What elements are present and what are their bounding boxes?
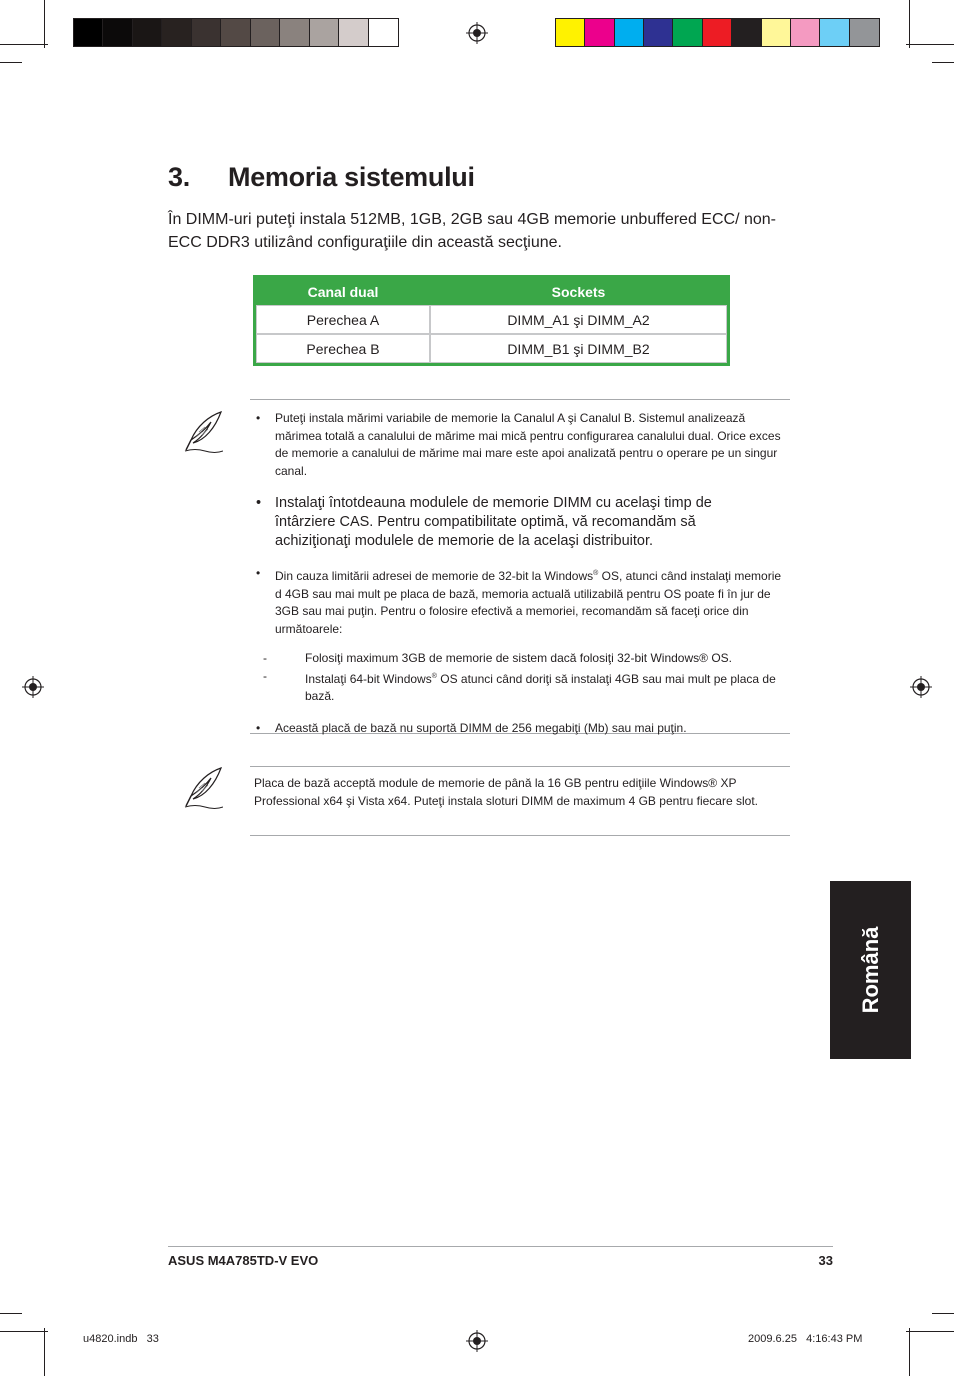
slug-file: u4820.indb 33 (83, 1333, 159, 1345)
color-swatch (585, 19, 614, 46)
table-row (256, 305, 727, 334)
registration-mark-icon (22, 676, 44, 698)
table-cell: DIMM_B1 şi DIMM_B2 (430, 334, 727, 363)
bullet: • (256, 720, 261, 735)
column-header: Sockets (430, 278, 727, 305)
footer-product-name: ASUS M4A785TD-V EVO (168, 1253, 319, 1268)
registration-mark-icon (466, 1330, 488, 1352)
language-label: Română (857, 926, 883, 1014)
bullet: • (256, 566, 261, 580)
dash: - (263, 668, 267, 683)
note-text: Din cauza limitării adresei de memorie de 32-bit la Windows (275, 569, 594, 583)
slug-timestamp: 2009.6.25 4:16:43 PM (748, 1333, 863, 1345)
note-text: OS atunci când doriţi să instalaţi 4GB sau mai mult pe placa de bază. (305, 671, 776, 703)
feather-pen-icon (183, 766, 223, 810)
table-header-row (256, 278, 727, 305)
color-swatch (133, 19, 162, 46)
bullet: • (256, 411, 261, 425)
page-number: 33 (818, 1253, 833, 1268)
table-cell: Perechea A (256, 305, 430, 334)
note-text: Instalaţi 64-bit Windows (305, 671, 432, 686)
note-text: Folosiţi maximum 3GB de memorie de sistem dacă folosiţi 32-bit Windows® OS. (305, 651, 732, 665)
color-swatch (791, 19, 820, 46)
dual-channel-table (253, 275, 730, 366)
intro-paragraph: În DIMM-uri puteţi instala 512MB, 1GB, 2GB sau 4GB memorie unbuffered ECC/ non-ECC DDR3 utilizând configuraţiile din această secţiune. (168, 211, 776, 251)
feather-pen-icon (183, 410, 223, 454)
color-swatch (615, 19, 644, 46)
color-swatch (162, 19, 191, 46)
page-title (168, 162, 475, 193)
color-swatch (673, 19, 702, 46)
list-item (250, 565, 790, 706)
process-color-bar (555, 18, 880, 47)
color-swatch (310, 19, 339, 46)
registration-mark-icon (910, 676, 932, 698)
color-swatch (369, 19, 398, 46)
section-number: 3. (168, 162, 190, 192)
list-item (250, 494, 745, 551)
color-swatch (192, 19, 221, 46)
color-swatch (703, 19, 732, 46)
color-swatch (850, 19, 879, 46)
note-box (250, 399, 790, 734)
note-box (250, 766, 790, 836)
table-cell: Perechea B (256, 334, 430, 363)
registered-mark: ® (431, 672, 437, 680)
color-swatch (251, 19, 280, 46)
color-swatch (762, 19, 791, 46)
color-swatch (339, 19, 368, 46)
table-cell: DIMM_A1 şi DIMM_A2 (430, 305, 727, 334)
color-swatch (221, 19, 250, 46)
registration-mark-icon (466, 22, 488, 44)
color-swatch (280, 19, 309, 46)
sub-list-item (263, 650, 790, 668)
note-text: Această placă de bază nu suportă DIMM de 256 megabiţi (Mb) sau mai puţin. (275, 720, 687, 735)
color-swatch (103, 19, 132, 46)
footer-divider (168, 1246, 833, 1247)
color-swatch (556, 19, 585, 46)
note-text: Puteţi instala mărimi variabile de memorie la Canalul A şi Canalul B. Sistemul analizează mărimea totală a canalului de mărime mai mică pentru configurarea canalului dual. Orice exces de memorie a canalului de mărime mai mare este apoi analizată pentru o operare pe un singur canal. (275, 411, 781, 478)
table-row (256, 334, 727, 363)
note-text: Placa de bază acceptă module de memorie de până la 16 GB pentru ediţiile Windows® XP Professional x64 şi Vista x64. Puteţi instala sloturi DIMM de maximum 4 GB pentru fiecare slot. (254, 776, 758, 808)
sub-list-item (263, 668, 790, 706)
registered-mark: ® (593, 570, 599, 577)
note-text: Instalaţi întotdeauna modulele de memorie DIMM cu acelaşi timp de întârziere CAS. Pentru compatibilitate optimă, vă recomandăm să achiziţionaţi modulele de memorie de la acelaşi distribuitor. (275, 495, 712, 549)
column-header: Canal dual (256, 278, 430, 305)
list-item (250, 410, 790, 480)
bullet: • (256, 495, 262, 511)
grayscale-color-bar (73, 18, 399, 47)
section-title: Memoria sistemului (228, 162, 475, 192)
color-swatch (732, 19, 761, 46)
color-swatch (74, 19, 103, 46)
color-swatch (644, 19, 673, 46)
color-swatch (820, 19, 849, 46)
list-item (250, 720, 790, 738)
note-text: OS, atunci când instalaţi memorie d 4GB sau mai mult pe placa de bază, memoria actuală utilizabilă pentru OS poate fi în jur de 3GB sau mai puţin. Pentru o folosire efectivă a memoriei, recomandăm să faceţi orice din următoarele: (275, 569, 782, 636)
language-tab (830, 881, 911, 1059)
dash: - (263, 651, 267, 665)
